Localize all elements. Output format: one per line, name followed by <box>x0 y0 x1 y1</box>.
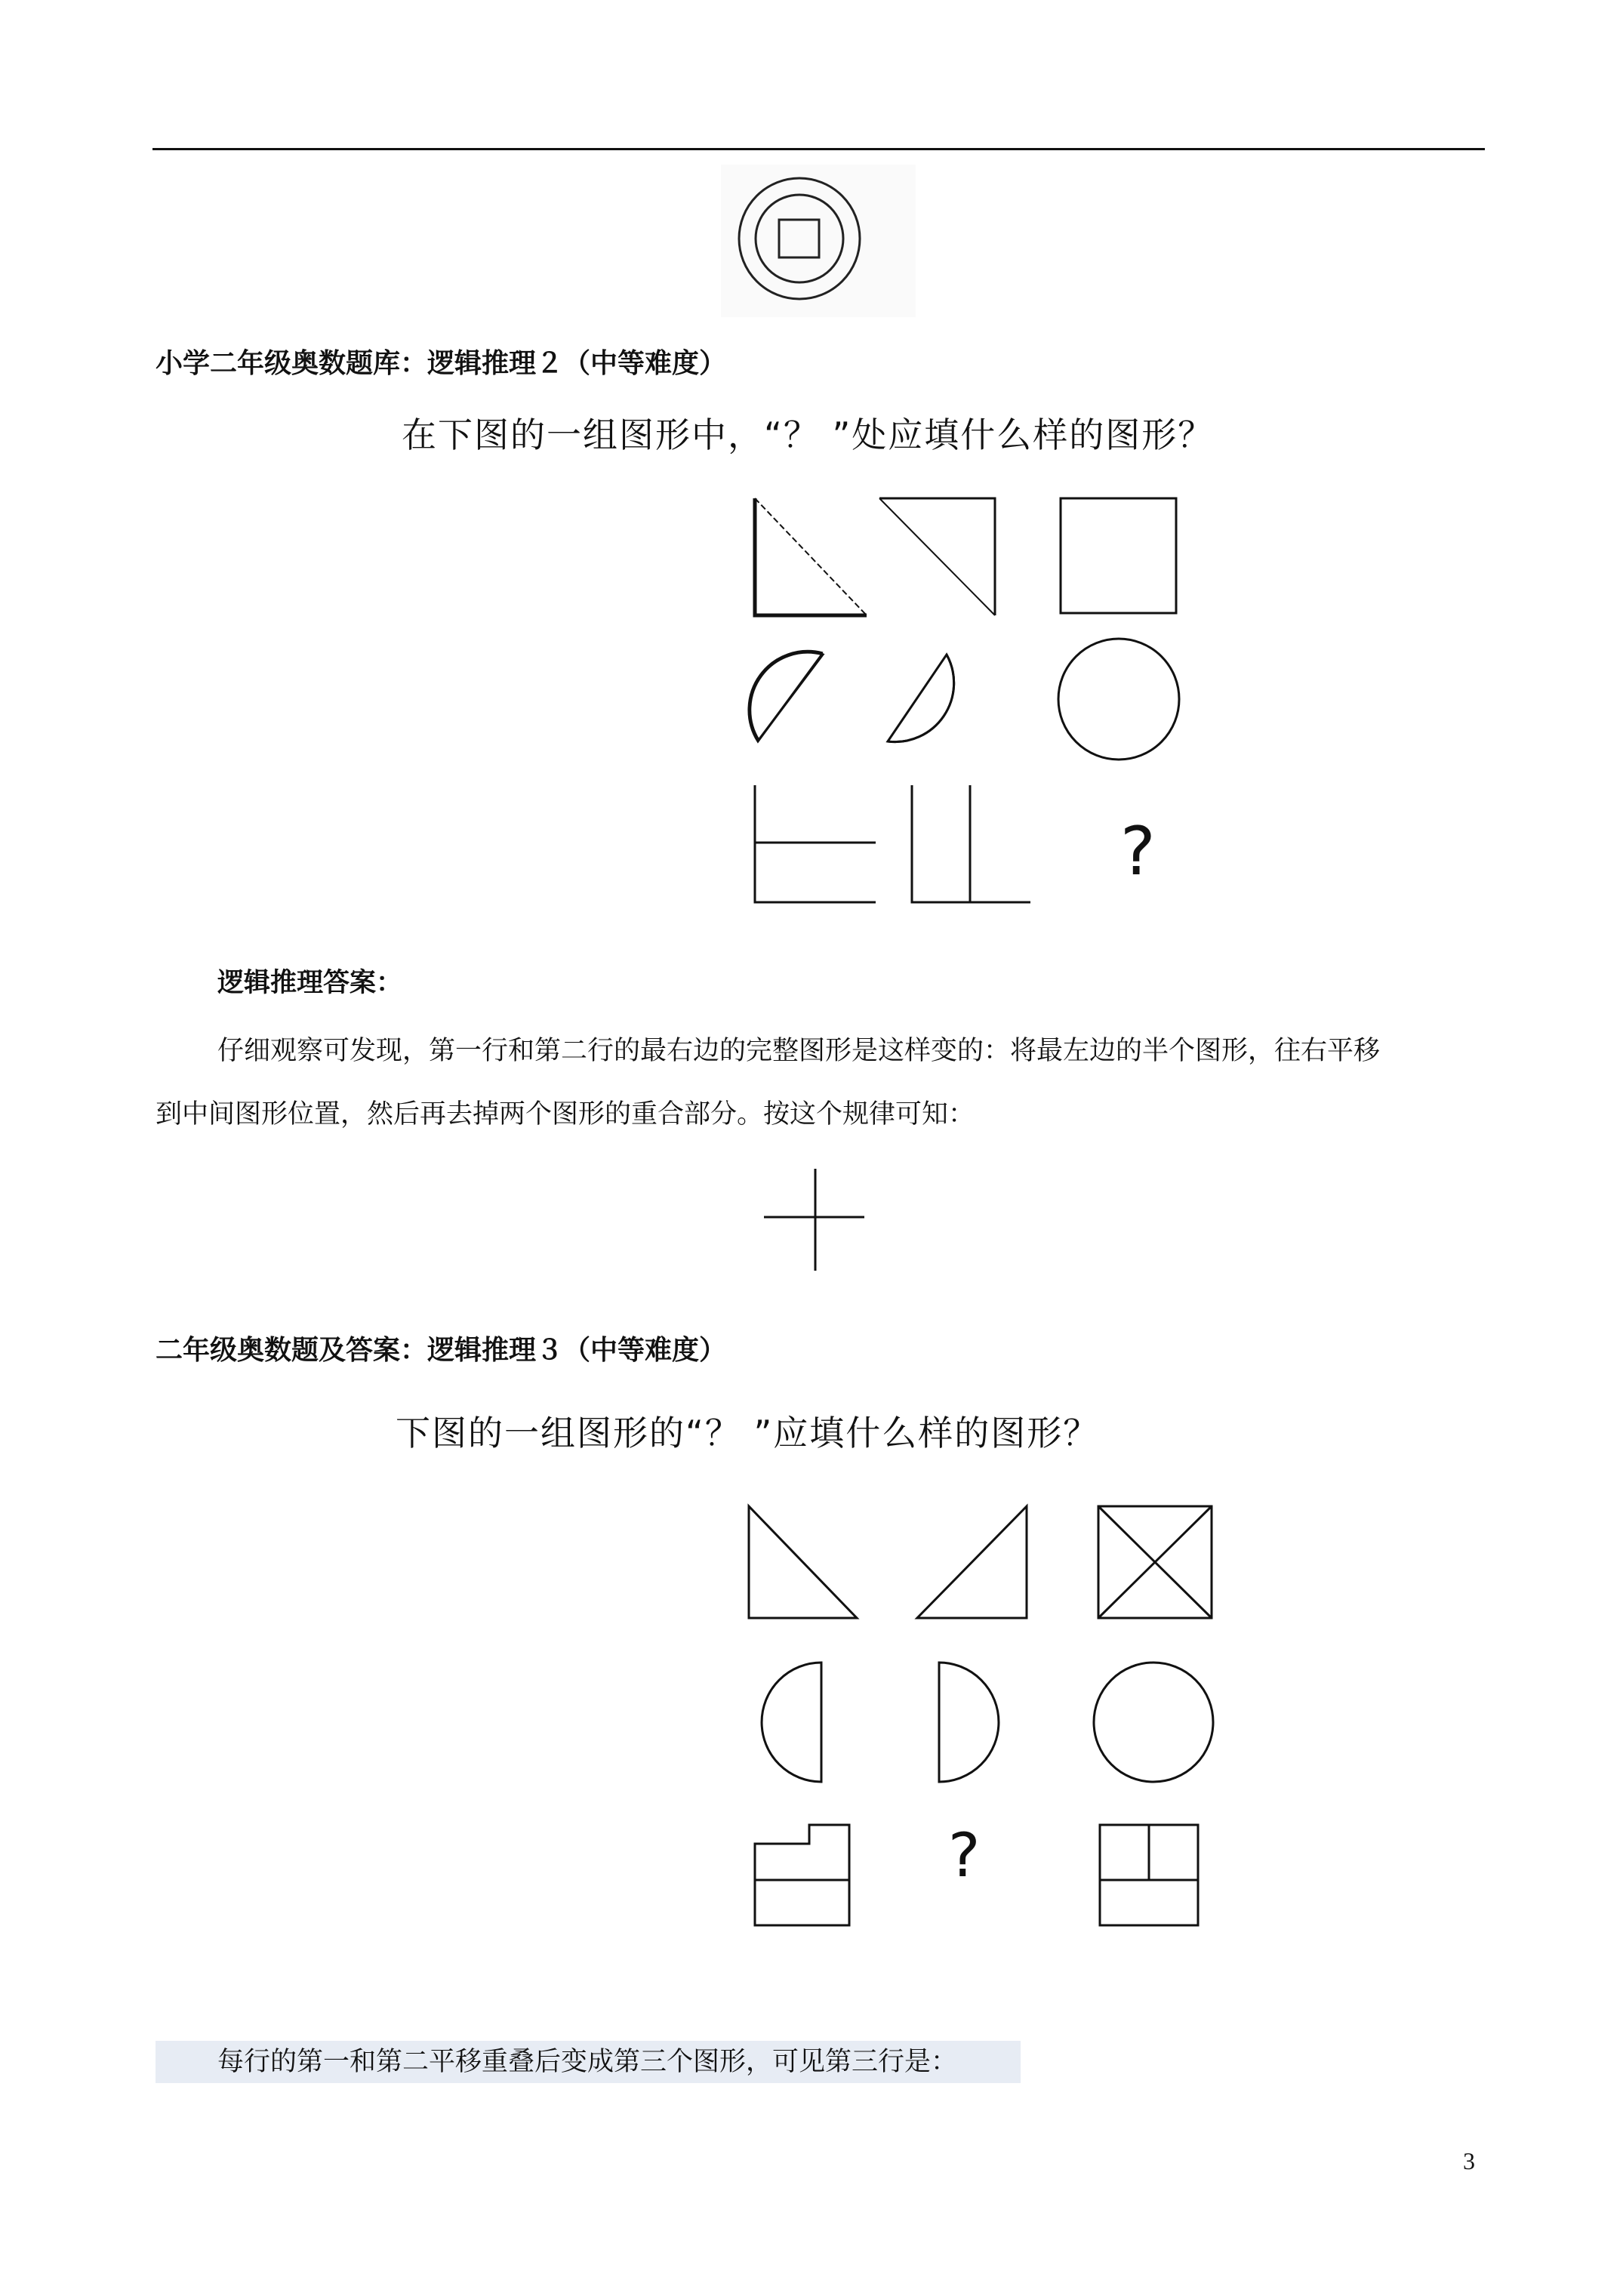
section2-question: 在下图的一组图形中，“？ ”处应填什么样的图形？ <box>402 415 1215 455</box>
row1-left-triangle-hyp <box>755 498 867 615</box>
section3-heading: 二年级奥数题及答案：逻辑推理３（中等难度） <box>156 1335 727 1366</box>
row2-mid-half-circle <box>939 1663 999 1782</box>
row2-left-half-circle <box>750 652 823 740</box>
row2-circle <box>1094 1663 1213 1782</box>
row2-left-half-circle-arc <box>749 651 823 741</box>
row3-mid-figure <box>912 785 1030 902</box>
section2-answer-line1: 仔细观察可发现，第一行和第二行的最右边的完整图形是这样变的：将最左边的半个图形，往右平移 <box>217 1036 1381 1066</box>
section2-heading: 小学二年级奥数题库：逻辑推理２（中等难度） <box>156 348 727 379</box>
header-rule <box>152 148 1485 150</box>
page-number: 3 <box>1463 2147 1475 2174</box>
row1-mid-triangle <box>917 1506 1027 1618</box>
cross-answer-figure <box>762 1169 868 1274</box>
section3-answer-line <box>156 2041 1021 2083</box>
row2-circle <box>1058 639 1179 760</box>
concentric-circles-square-figure <box>721 165 916 317</box>
row2-mid-half-circle <box>888 655 954 742</box>
row3-left-l-outline <box>755 1825 849 1925</box>
section3-puzzle-grid <box>725 1480 1238 1948</box>
row1-left-triangle <box>749 1506 857 1618</box>
section2-answer-heading: 逻辑推理答案： <box>217 968 403 998</box>
section2-answer-line2: 到中间图形位置，然后再去掉两个图形的重合部分。按这个规律可知： <box>156 1099 975 1130</box>
row3-left-figure <box>755 785 876 902</box>
section3-question: 下图的一组图形的“？ ”应填什么样的图形？ <box>396 1413 1100 1453</box>
row1-square <box>1061 498 1176 613</box>
row3-left-l-shape <box>755 1825 849 1880</box>
row1-mid-triangle <box>879 498 995 615</box>
section2-question-mark: ? <box>1120 812 1156 890</box>
row3-right-square <box>1100 1825 1198 1925</box>
section3-answer-text: 每行的第一和第二平移重叠后变成第三个图形，可见第三行是： <box>217 2047 958 2077</box>
row1-square-with-x <box>1098 1506 1212 1618</box>
section3-question-mark: ? <box>948 1820 981 1891</box>
row2-left-half-circle <box>762 1663 821 1782</box>
